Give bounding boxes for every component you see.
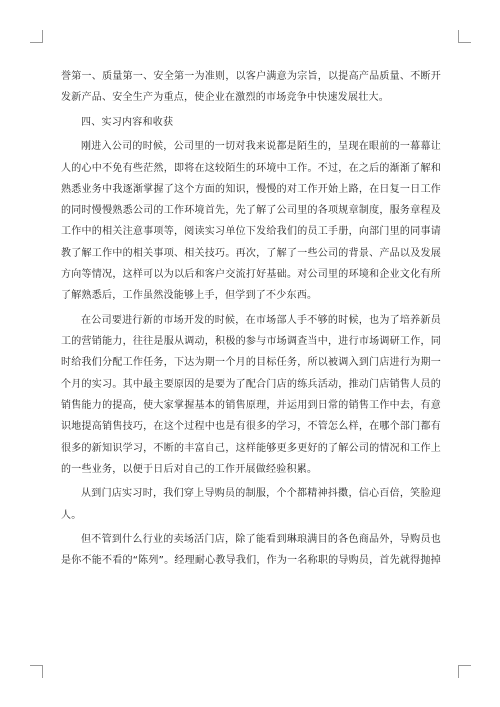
paragraph-shopping-guide: 但不管到什么行业的卖场活门店，除了能看到琳琅满目的各色商品外，导购员也是你不能不看的“陈列”。经理耐心教导我们，作为一名称职的导购员，首先就得抛掉: [61, 534, 441, 567]
crop-mark-bottom-left: [30, 665, 43, 678]
document-body: [61, 66, 441, 575]
paragraph-store-internship: 从到门店实习时，我们穿上导购员的制服，个个都精神抖擞，信心百倍，笑脸迎人。: [61, 488, 441, 521]
section-heading-internship-content: 四、实习内容和收获: [81, 116, 174, 128]
crop-mark-top-right: [458, 30, 471, 43]
paragraph-market-development: 在公司要进行新的市场开发的时候，在市场部人手不够的时候，也为了培养新员工的营销能力，往往是服从调动，积极的参与市场调查当中，进行市场调研工作，同时给我们分配工作任务，下达为期一个月的目标任务，所以被调入到门店进行为期一个月的实习。其中最主要原因的是要为了配合门店的练兵活动，推动门店销售人员的销售能力的提高，使大家掌握基本的销售原理，并运用到日常的销售工作中去，有意识地提高销售技巧，在这个过程中也是有很多的学习，不管怎么样，在哪个部门都有很多的新知识学习，不断的丰富自己，这样能够更多更好的了解公司的情况和工作上的一些业务，以便于日后对自己的工作开展做经验积累。: [61, 314, 441, 475]
crop-mark-bottom-right: [458, 665, 471, 678]
crop-mark-top-left: [30, 30, 43, 43]
paragraph-first-days: 刚进入公司的时候，公司里的一切对我来说都是陌生的，呈现在眼前的一幕幕让人的心中不免有些茫然，即将在这较陌生的环境中工作。不过，在之后的渐渐了解和熟悉业务中我逐渐掌握了这个方面的知识，慢慢的对工作开始上路，在日复一日工作的同时慢慢熟悉公司的工作环境首先，先了解了公司里的各项规章制度，服务章程及工作中的相关注意事项等，阅读实习单位下发给我们的员工手册，向部门里的同事请教了解工作中的相关事项、相关技巧。再次，了解了一些公司的背景、产品以及发展方向等情况，这样可以为以后和客户交流打好基础。对公司里的环境和企业文化有所了解熟悉后，工作虽然没能够上手，但学到了不少东西。: [61, 141, 441, 302]
paragraph-continuation: 誉第一、质量第一、安全第一为准则，以客户满意为宗旨，以提高产品质量、不断开发新产品、安全生产为重点，使企业在激烈的市场竞争中快速发展壮大。: [61, 71, 441, 104]
